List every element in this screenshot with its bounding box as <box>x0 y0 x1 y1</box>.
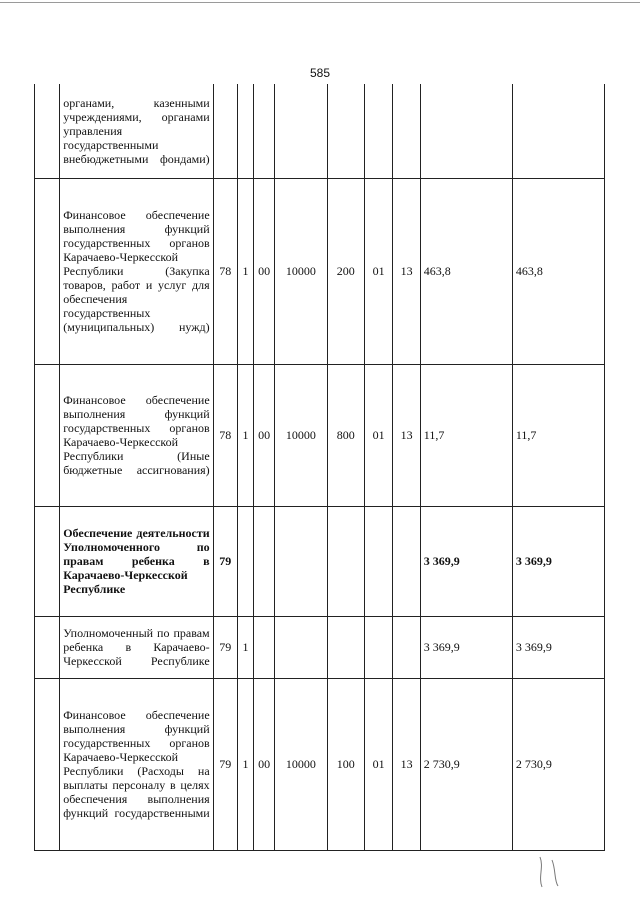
cell-sum-1: 463,8 <box>420 178 512 364</box>
cell-sum-1: 2 730,9 <box>420 678 512 850</box>
cell-gr <box>213 84 237 178</box>
cell-sum-1 <box>420 84 512 178</box>
cell-sub: 00 <box>254 678 275 850</box>
cell-rz <box>364 616 393 678</box>
cell-vr: 800 <box>327 364 364 506</box>
row-number-cell <box>35 616 60 678</box>
scan-top-edge <box>0 2 640 3</box>
cell-pr <box>237 84 253 178</box>
cell-sum-1: 3 369,9 <box>420 616 512 678</box>
cell-vr <box>327 506 364 616</box>
cell-csr <box>275 616 328 678</box>
cell-rz: 01 <box>364 678 393 850</box>
cell-pz <box>393 506 420 616</box>
budget-table <box>34 84 605 851</box>
page-number: 585 <box>309 66 331 80</box>
cell-vr <box>327 616 364 678</box>
cell-gr: 78 <box>213 178 237 364</box>
cell-gr: 79 <box>213 506 237 616</box>
cell-pr: 1 <box>237 178 253 364</box>
cell-sum-1: 11,7 <box>420 364 512 506</box>
row-number-cell <box>35 178 60 364</box>
cell-sub <box>254 616 275 678</box>
cell-pz: 13 <box>393 678 420 850</box>
cell-csr: 10000 <box>275 678 328 850</box>
cell-gr: 78 <box>213 364 237 506</box>
row-number-cell <box>35 364 60 506</box>
row-name-cell: Финансовое обеспечение выполнения функций государственных органов Карачаево-Черкесской Республики (Иные бюджетные ассигнования) <box>60 364 213 506</box>
table-row <box>35 678 605 850</box>
cell-vr: 200 <box>327 178 364 364</box>
cell-pr: 1 <box>237 364 253 506</box>
row-number-cell <box>35 84 60 178</box>
cell-rz <box>364 506 393 616</box>
cell-sum-2 <box>512 84 604 178</box>
cell-pz <box>393 84 420 178</box>
cell-sum-2: 2 730,9 <box>512 678 604 850</box>
cell-csr <box>275 84 328 178</box>
table-row <box>35 84 605 178</box>
cell-sub: 00 <box>254 364 275 506</box>
cell-pz <box>393 616 420 678</box>
table-row <box>35 506 605 616</box>
cell-csr: 10000 <box>275 364 328 506</box>
row-name-cell: Финансовое обеспечение выполнения функций государственных органов Карачаево-Черкесской Республики (Расходы на выплаты персоналу в целях обеспечения выполнения функций государственными <box>60 678 213 850</box>
cell-pz: 13 <box>393 178 420 364</box>
cell-rz: 01 <box>364 364 393 506</box>
row-number-cell <box>35 506 60 616</box>
cell-sum-2: 3 369,9 <box>512 616 604 678</box>
cell-rz: 01 <box>364 178 393 364</box>
table-row <box>35 364 605 506</box>
cell-sum-1: 3 369,9 <box>420 506 512 616</box>
row-name-cell: Уполномоченный по правам ребенка в Карачаево-Черкесской Республике <box>60 616 213 678</box>
cell-pr: 1 <box>237 678 253 850</box>
row-name-cell: Финансовое обеспечение выполнения функций государственных органов Карачаево-Черкесской Республики (Закупка товаров, работ и услуг для обеспечения государственных (муниципальных) нужд) <box>60 178 213 364</box>
pen-mark <box>530 852 590 892</box>
cell-pr: 1 <box>237 616 253 678</box>
cell-sub <box>254 84 275 178</box>
row-name-cell: органами, казенными учреждениями, органами управления государственными внебюджетными фондами) <box>60 84 213 178</box>
cell-pr <box>237 506 253 616</box>
cell-sum-2: 11,7 <box>512 364 604 506</box>
cell-sub <box>254 506 275 616</box>
cell-vr <box>327 84 364 178</box>
cell-vr: 100 <box>327 678 364 850</box>
cell-gr: 79 <box>213 616 237 678</box>
cell-gr: 79 <box>213 678 237 850</box>
cell-pz: 13 <box>393 364 420 506</box>
cell-sub: 00 <box>254 178 275 364</box>
table-row <box>35 178 605 364</box>
cell-rz <box>364 84 393 178</box>
row-name-cell: Обеспечение деятельности Уполномоченного по правам ребенка в Карачаево-Черкесской Республике <box>60 506 213 616</box>
cell-sum-2: 3 369,9 <box>512 506 604 616</box>
table-row <box>35 616 605 678</box>
row-number-cell <box>35 678 60 850</box>
cell-sum-2: 463,8 <box>512 178 604 364</box>
cell-csr: 10000 <box>275 178 328 364</box>
cell-csr <box>275 506 328 616</box>
